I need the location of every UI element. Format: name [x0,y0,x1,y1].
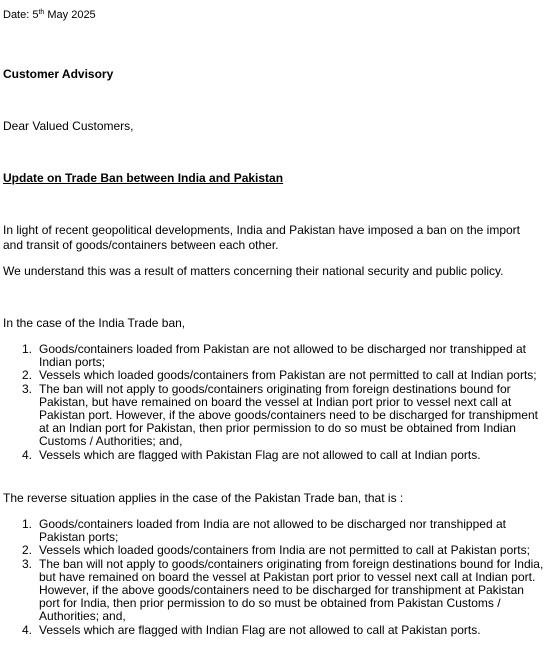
list-item-text: Vessels which loaded goods/containers from Pakistan are not permitted to call at Indian ports; [39,368,537,383]
list-item [3,343,545,369]
list-item [3,383,545,449]
list-number: 4. [22,622,33,637]
list-number: 3. [22,556,33,571]
list-item-text: Vessels which are flagged with Pakistan Flag are not allowed to call at Indian ports. [39,447,481,462]
list-number: 2. [22,368,33,383]
date-rest: May 2025 [44,9,96,21]
list-item-text: Goods/containers loaded from India are not allowed to be discharged nor transhipped at Pakistan ports; [39,517,506,545]
date-suffix: th [38,9,45,16]
intro-paragraph: In light of recent geopolitical developments, India and Pakistan have imposed a ban on the import and transit of goods/containers between each other. [3,223,520,252]
date-line [3,9,96,21]
list-item [3,624,545,637]
india-intro: In the case of the India Trade ban, [3,316,186,330]
date-prefix: Date: 5 [3,9,39,21]
list-item-text: Goods/containers loaded from Pakistan are not allowed to be discharged nor transhipped at Indian ports; [39,342,526,370]
list-number: 2. [22,543,33,558]
list-number: 4. [22,447,33,462]
list-number: 3. [22,381,33,396]
reason-paragraph: We understand this was a result of matters concerning their national security and public policy. [3,264,504,278]
pakistan-ban-list [3,518,545,637]
document-title: Customer Advisory [3,67,114,81]
list-item-text: The ban will not apply to goods/containers originating from foreign destinations bound for India, but have remained on board the vessel at Pakistan port prior to vessel next call at Indian port. However, if the above goods/containers need to be discharged for transhipment at Pakistan port for India, then prior permission to do so must be obtained from Pakistan Customs / Authorities; and, [39,556,544,624]
list-item-text: Vessels which are flagged with Indian Flag are not allowed to call at Pakistan ports. [39,622,481,637]
list-number: 1. [22,342,33,356]
list-item [3,449,545,462]
india-ban-list [3,343,545,462]
pakistan-intro: The reverse situation applies in the case of the Pakistan Trade ban, that is : [3,491,404,505]
greeting: Dear Valued Customers, [3,119,134,133]
list-item [3,518,545,544]
list-number: 1. [22,517,33,531]
list-item-text: Vessels which loaded goods/containers from India are not permitted to call at Pakistan ports; [39,543,530,558]
list-item-text: The ban will not apply to goods/containers originating from foreign destinations bound for Pakistan, but have remained on board the vessel at Indian port prior to vessel next call at Pakistan port. However, if the above goods/containers need to be discharged for transhipment at an Indian port for Pakistan, then prior permission to do so must be obtained from Indian Customs / Authorities; and, [39,381,538,449]
list-item [3,558,545,624]
subject-heading: Update on Trade Ban between India and Pakistan [3,171,284,185]
